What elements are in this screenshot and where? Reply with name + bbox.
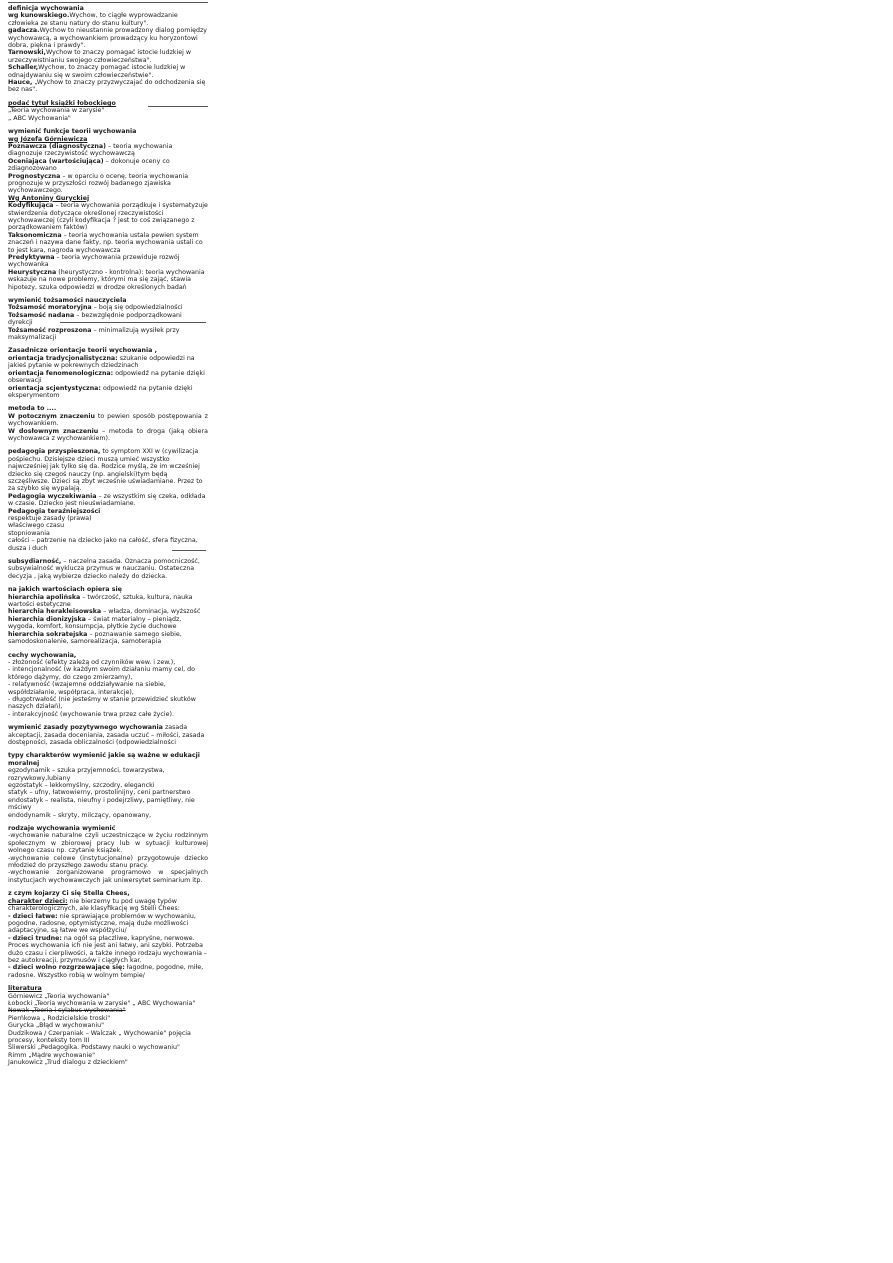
line-text: egzostatyk – lekkomyślny, szczodry, elegancki (8, 782, 155, 789)
term-label: Tarnowski, (8, 49, 46, 57)
line-text: – władza, dominacja, wyższość (101, 608, 201, 616)
section-definicja (8, 5, 208, 94)
term-label: hierarchia herakleisowska (8, 608, 102, 616)
line-text: „ ABC Wychowania" (8, 114, 71, 122)
line-text: Janukowicz „Trud dialogu z dzieckiem" (8, 1059, 128, 1067)
section-heading (8, 347, 208, 354)
text-line (8, 789, 208, 796)
section-heading (8, 890, 208, 897)
line-text: -wychowanie zorganizowane programowo w specjalnych instytucjach wychowawczych jak uniwersytet seminarium itp. (8, 869, 208, 884)
text-line (8, 385, 208, 400)
term-label: Pedagogia wyczekiwania (8, 492, 97, 500)
section-orientacje (8, 347, 208, 399)
text-line (8, 49, 208, 64)
term-label: Prognostyczna (8, 172, 61, 180)
term-label: subsydiarność, (8, 558, 62, 566)
section-chess (8, 890, 208, 979)
text-line (8, 696, 208, 711)
line-text: zasada akceptacji, zasada doceniania, zasada uczuć – miłości, zasada dostępności, zasada obliczalności (odpowiedzialności (8, 724, 205, 746)
section-cechy (8, 652, 208, 719)
text-line (8, 195, 208, 202)
text-line (8, 681, 208, 696)
line-text: - złożoność (efekty zależą od czynników wew. i zew.), (8, 658, 176, 666)
line-text: „Wychow to znaczy przyzwyczajać do odchodzenia się bez nas". (8, 79, 206, 94)
line-text: Wychow to znaczy pomagać istocie ludzkiej w urzeczywistnianiu swojego człowieczeństwa". (8, 49, 192, 64)
line-text: – bezwzględnie podporządkowani dyrekcji (8, 311, 182, 327)
text-line (8, 913, 208, 935)
term-label: Kodyfikująca (8, 202, 54, 210)
term-label: Tożsamość moratoryjna (8, 304, 92, 312)
term-label: Tożsamość nadana (8, 311, 75, 319)
text-line (8, 448, 208, 492)
line-text: – teoria wychowania diagnozuje rzeczywistość wychowawczą (8, 142, 173, 158)
text-line (8, 608, 208, 615)
top-rule (8, 2, 208, 3)
term-label: W potocznym znaczeniu (8, 412, 96, 420)
line-text: metoda to .... (8, 405, 57, 413)
section-heading (8, 586, 208, 593)
line-text: Zasadnicze orientacje teorii wychowania , (8, 347, 158, 355)
line-text: definicja wychowania (8, 5, 84, 12)
line-text: statyk – ufny, łatwowierny, prostolinijny, ceni partnerstwo (8, 789, 191, 797)
term-label: - dzieci łatwe: (8, 912, 58, 920)
term-label: - dzieci wolno rozgrzewające się: (8, 964, 125, 972)
text-line (8, 1022, 208, 1029)
text-line (8, 558, 208, 580)
line-text: odpowiedź na pytanie dzięki obserwacji (8, 369, 205, 385)
line-text: rodzaje wychowania wymienić (8, 825, 116, 833)
section-literatura (8, 985, 208, 1066)
line-text: (heurystyczno - kontrolna): teoria wychowania wskazuje na nowe problemy, którymi ma się zająć, stawia hipotezy, szuka odpowiedzi w drodze określonych badań (8, 268, 205, 291)
text-line (8, 616, 208, 631)
document-body (8, 5, 208, 1073)
line-text: -wychowanie naturalne czyli uczestniczące w życiu rodzinnym społecznym w zbiorowej pracy lub w sytuacji kulturowej wolnego czasu np. czytanie książek. (8, 832, 208, 855)
line-text: nie sprawiające problemów w wychowaniu, pogodne, radosne, optymistyczne, mają duże możliwości adaptacyjne, są łatwe we współżyciu/ (8, 912, 196, 935)
line-text: wymienić funkcje teorii wychowania (8, 128, 137, 136)
term-label: Hauce, (8, 79, 33, 87)
text-line (8, 143, 208, 158)
term-label: pedagogia przyspieszona, (8, 448, 101, 456)
section-subsydiarnosc (8, 558, 208, 580)
text-line (8, 898, 208, 913)
term-label: hierarchia apolińska (8, 593, 81, 601)
text-line (8, 107, 208, 114)
text-line (8, 173, 208, 195)
text-line (8, 370, 208, 385)
text-line (8, 1007, 208, 1014)
text-line (8, 136, 208, 143)
line-text: Łobocki „Teoria wychowania w zarysie" „ ABC Wychowania" (8, 999, 196, 1007)
line-text: Śliwerski „Pedagogika. Podstawy nauki o wychowaniu" (8, 1044, 180, 1052)
term-label: Poznawcza (diagnostyczna) (8, 142, 106, 150)
text-line (8, 782, 208, 789)
term-label: Heurystyczna (8, 268, 57, 276)
line-text: właściwego czasu (8, 522, 65, 530)
line-text: – w oparciu o ocenę, teoria wychowania prognozuje w przyszłości rozwój badanego zjawiska wychowawczego. (8, 172, 189, 195)
line-text: endodynamik – skryty, milczący, opanowany, (8, 811, 152, 819)
line-text: Pedagogia teraźniejszości (8, 507, 101, 515)
text-line (8, 254, 208, 269)
term-label: hierarchia sokratejska (8, 630, 88, 638)
section-pedagogia (8, 448, 208, 552)
section-heading (8, 985, 208, 992)
text-line (8, 1000, 208, 1007)
line-text: -wychowanie celowe (instytucjonalne) przygotowuje dziecko młodzież do przyszłego zawodu stanu pracy. (8, 854, 208, 870)
line-text: – teoria wychowania przewiduje rozwój wychowanka (8, 254, 180, 269)
line-text: – metoda to droga (jaką obiera wychowawca z wychowankiem). (8, 427, 208, 442)
line-text: podać tytuł książki łobockiego (8, 99, 116, 107)
line-text: stopniowania (8, 529, 50, 537)
text-line (8, 79, 208, 94)
section-heading (8, 405, 208, 412)
section-funkcje (8, 128, 208, 291)
line-text: – teoria wychowania porządkuje i systematyzuje stwierdzenia dotyczące określonej rzeczywistości wychowawczej (czyli kodyfikacja ? jest to coś związanego z porządkowaniem faktów) (8, 202, 208, 232)
term-label: charakter dzieci: (8, 897, 68, 905)
line-text: - relatywność (wzajemne oddziaływanie na siebie, współdziałanie, współpraca, interakcje), (8, 681, 166, 696)
line-text: respektuje zasady (prawa) (8, 515, 92, 522)
line-text: z czym kojarzy Ci się Stella Chees, (8, 890, 130, 898)
text-line (8, 12, 208, 27)
line-text: cechy wychowania, (8, 651, 77, 659)
line-text: na jakich wartościach opiera się (8, 586, 122, 594)
text-line (8, 312, 208, 327)
line-text: Gurycka „Błąd w wychowaniu" (8, 1022, 105, 1030)
line-text: - interakcyjność (wychowanie trwa przez całe życie). (8, 710, 174, 718)
text-line (8, 522, 208, 529)
term-label: gadacza. (8, 27, 40, 35)
line-text: Wychow, to ciągłe wyprowadzanie człowieka ze stanu natury do stanu kultury". (8, 12, 178, 27)
text-line (8, 1015, 208, 1022)
term-label: Oceniająca (wartościująca) (8, 157, 104, 165)
line-text: wg Józefa Górniewicza (8, 135, 88, 143)
line-text: – świat materialny – pieniądz, wygoda, komfort, konsumpcja, płytkie życie duchowe (8, 615, 182, 631)
section-heading (8, 652, 208, 659)
term-label: orientacja tradycjonalistyczna: (8, 354, 118, 362)
term-label: Tożsamość rozproszona (8, 326, 92, 334)
term-label: Schaller, (8, 64, 39, 72)
text-line (8, 327, 208, 342)
line-text: endostatyk – realista, nieufny i podejrzliwy, pamiętliwy, nie mściwy (8, 796, 195, 812)
line-text: to symptom XXI w (cywilizacja pośpiechu. Dzisiejsze dzieci muszą umieć wszystko najwcześniej jak tylko się da. Rodzice myślą, że im wcześniej dziecko się czegoś nauczy (np. angielski)tym będą szczęśliwsze. Dzieci są zbyt wcześnie uświadamiane. Przez to za szybko się wypalają. (8, 448, 203, 493)
line-text: odpowiedź na pytanie dzięki eksperymentom (8, 384, 193, 399)
line-text: to pewien sposób postępowania z wychowankiem. (8, 412, 208, 428)
line-text: typy charakterów wymienić jakie są ważne w edukacji moralnej (8, 752, 200, 767)
line-text: wymienić tożsamości nauczyciela (8, 297, 127, 305)
text-line (8, 666, 208, 681)
text-line (8, 964, 208, 979)
text-line (8, 413, 208, 428)
line-text: „Teoria wychowania w zarysie" (8, 107, 105, 115)
term-label: Predyktywna (8, 254, 55, 261)
section-zasady (8, 724, 208, 746)
text-line (8, 304, 208, 311)
section-heading (8, 752, 208, 767)
section-ksiazki (8, 100, 208, 122)
line-text: literatura (8, 985, 42, 993)
text-line (8, 993, 208, 1000)
text-line (8, 935, 208, 965)
text-line (8, 797, 208, 812)
section-metoda (8, 405, 208, 442)
line-text: – twórczość, sztuka, kultura, nauka wartości estetyczne (8, 593, 193, 609)
text-line (8, 724, 208, 746)
line-text: na ogół są płaczliwe, kapryśne, nerwowe. Proces wychowania ich nie jest ani łatwy, ani szybki. Potrzeba dużo czasu i cierpliwości, a także innego rodzaju wychowania – bez autokreacji, przymusów i ciągłych kar. (8, 934, 208, 964)
line-text: - długotrwałość (nie jesteśmy w stanie przewidzieć skutków naszych działań), (8, 695, 196, 711)
text-line (8, 158, 208, 173)
text-line (8, 812, 208, 819)
term-label: - dzieci trudne: (8, 934, 62, 942)
text-line (8, 631, 208, 646)
text-line (8, 202, 208, 232)
term-label: orientacja fenomenologiczna: (8, 369, 114, 377)
line-text: – naczelna zasada. Oznacza pomocniczość, subsywialność wyklucza przymus w nauczaniu. Ostateczna decyzja , jaką wybierze dziecko należy do dziecka. (8, 558, 200, 580)
section-heading (8, 5, 208, 12)
line-text: Wychow, to znaczy pomagać istocie ludzkiej w odnajdywaniu się w swoim człowieczeństwie". (8, 64, 186, 79)
line-text: Górniewicz „Teoria wychowania" (8, 992, 110, 1000)
term-label: wymienić zasady pozytywnego wychowania (8, 724, 163, 732)
text-line (8, 1030, 208, 1045)
term-label: Taksonomiczna (8, 231, 62, 239)
line-text: nie bierzemy tu pod uwagę typów charakterologicznych, ale klasyfikację wg Stelli Chees: (8, 897, 180, 913)
text-line (8, 832, 208, 854)
line-text: całości – patrzenie na dziecko jako na całość, sfera fizyczna, dusza i duch (8, 537, 198, 552)
text-line (8, 1044, 208, 1051)
text-line (8, 115, 208, 122)
line-text: - intencjonalność (w każdym swoim działaniu mamy cel, do którego dążymy, do czego zmierzamy), (8, 666, 196, 681)
line-text: Wg Antoniny Guryckiej (8, 194, 90, 202)
text-line (8, 537, 208, 552)
line-text: egzodynamik – szuka przyjemności, towarzystwa, rozrywkowy,lubiany (8, 767, 165, 782)
line-text: – ze wszystkim się czeka, odkłada w czasie. Dziecko jest nieuświadamiane. (8, 492, 206, 508)
line-text: – boją się odpowiedzialności (91, 304, 183, 312)
term-label: wg kunowskiego. (8, 12, 70, 20)
section-tozsamosci (8, 297, 208, 341)
section-wartosci (8, 586, 208, 645)
line-text: – dokonuje oceny co zdiagnozowano (8, 157, 170, 173)
line-text: Wychow to nieustannie prowadzony dialog pomiędzy wychowawcą, a wychowankiem prowadzący ku horyzontowi dobra, piękna i prawdy". (8, 27, 208, 50)
section-heading (8, 825, 208, 832)
section-typy (8, 752, 208, 819)
text-line (8, 64, 208, 79)
section-heading (8, 100, 208, 107)
text-line (8, 27, 208, 49)
line-text: Nowak „Teoria i sylabus wychowania" (8, 1007, 126, 1015)
term-label: hierarchia dionizyjska (8, 615, 86, 623)
text-line (8, 269, 208, 291)
text-line (8, 355, 208, 370)
text-line (8, 855, 208, 870)
text-line (8, 1059, 208, 1066)
section-rodzaje (8, 825, 208, 884)
line-text: łagodne, pogodne, miłe, radosne. Wszystko robią w wolnym tempie/ (8, 964, 204, 979)
text-line (8, 711, 208, 718)
text-line (8, 428, 208, 443)
text-line (8, 767, 208, 782)
text-line (8, 594, 208, 609)
term-label: orientacja scjentystyczna: (8, 384, 101, 392)
text-line (8, 232, 208, 254)
line-text: – poznawanie samego siebie, samodoskonalenie, samorealizacja, samoterapia (8, 630, 182, 646)
text-line (8, 1052, 208, 1059)
line-text: – minimalizują wysiłek przy maksymalizacji (8, 326, 180, 342)
line-text: – teoria wychowania ustala pewien system znaczeń i nazywa dane fakty, np. teoria wychowania ustali co to jest kara, nagroda wychowawcza (8, 231, 203, 254)
section-heading (8, 128, 208, 135)
text-line (8, 493, 208, 508)
line-text: Dudzikowa / Czerpaniak – Walczak „ Wychowanie" pojęcia procesy, konteksty tom III (8, 1029, 191, 1044)
line-text: Pierńkowa „ Rodzicielskie troski" (8, 1014, 111, 1022)
line-text: Rimm „Mądre wychowanie" (8, 1051, 95, 1059)
term-label: W dosłownym znaczeniu (8, 427, 99, 435)
text-line (8, 508, 208, 515)
text-line (8, 869, 208, 884)
line-text: szukanie odpowiedzi na jakieś pytanie w pokrewnych dziedzinach (8, 354, 195, 370)
